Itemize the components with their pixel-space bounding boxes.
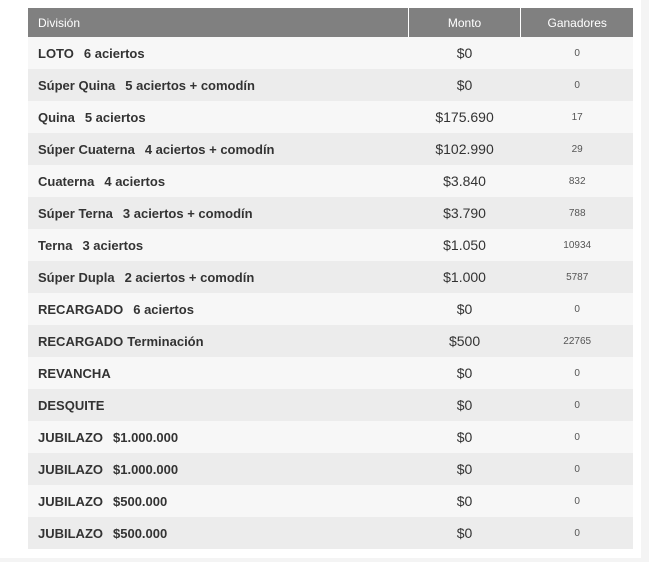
table-row bbox=[28, 197, 633, 229]
monto-cell: $102.990 bbox=[435, 141, 494, 157]
monto-cell: $0 bbox=[456, 525, 473, 541]
division-name: Súper Quina bbox=[38, 77, 116, 93]
monto-cell: $1.050 bbox=[443, 237, 486, 253]
division-cell bbox=[28, 357, 408, 389]
table-row bbox=[28, 453, 633, 485]
division-name: JUBILAZO bbox=[38, 429, 103, 445]
division-cell bbox=[28, 485, 408, 517]
division-detail: 5 aciertos + comodín bbox=[125, 77, 255, 93]
monto-cell: $3.790 bbox=[443, 205, 486, 221]
division-detail: 4 aciertos + comodín bbox=[144, 141, 275, 157]
ganadores-cell: 0 bbox=[574, 47, 580, 59]
division-name: Súper Cuaterna bbox=[38, 141, 135, 157]
division-name: JUBILAZO bbox=[38, 493, 103, 509]
division-name: DESQUITE bbox=[38, 397, 105, 413]
table-row bbox=[28, 69, 633, 101]
ganadores-cell: 0 bbox=[574, 79, 580, 91]
table-row bbox=[28, 261, 633, 293]
ganadores-cell: 10934 bbox=[563, 239, 592, 251]
division-detail: 4 aciertos bbox=[104, 173, 166, 189]
division-name: JUBILAZO bbox=[38, 461, 103, 477]
monto-cell: $0 bbox=[456, 397, 473, 413]
division-cell bbox=[28, 165, 408, 197]
ganadores-cell: 0 bbox=[574, 495, 580, 507]
table-row bbox=[28, 293, 633, 325]
division-cell bbox=[28, 389, 408, 421]
division-detail: $1.000.000 bbox=[113, 429, 179, 445]
ganadores-cell: 0 bbox=[574, 431, 580, 443]
table-row bbox=[28, 325, 633, 357]
ganadores-cell: 0 bbox=[574, 527, 580, 539]
monto-cell: $0 bbox=[456, 429, 473, 445]
table-row bbox=[28, 357, 633, 389]
table-row bbox=[28, 229, 633, 261]
monto-cell: $0 bbox=[456, 365, 473, 381]
ganadores-cell: 17 bbox=[571, 111, 583, 123]
table-row bbox=[28, 165, 633, 197]
division-cell bbox=[28, 69, 408, 101]
ganadores-cell: 22765 bbox=[563, 335, 592, 347]
division-name: Súper Dupla bbox=[38, 269, 115, 285]
division-detail: 5 aciertos bbox=[84, 109, 146, 125]
division-cell bbox=[28, 261, 408, 293]
division-detail: $1.000.000 bbox=[113, 461, 179, 477]
division-cell bbox=[28, 453, 408, 485]
ganadores-cell: 0 bbox=[574, 399, 580, 411]
table-row bbox=[28, 101, 633, 133]
division-cell bbox=[28, 37, 408, 69]
monto-cell: $1.000 bbox=[443, 269, 486, 285]
division-cell bbox=[28, 197, 408, 229]
division-name: Quina bbox=[38, 109, 75, 125]
division-cell bbox=[28, 229, 408, 261]
ganadores-cell: 0 bbox=[574, 367, 580, 379]
division-detail: 3 aciertos bbox=[82, 237, 144, 253]
division-detail: 3 aciertos + comodín bbox=[122, 205, 253, 221]
table-row bbox=[28, 133, 633, 165]
division-name: JUBILAZO bbox=[38, 525, 103, 541]
division-cell bbox=[28, 517, 408, 549]
division-detail: 6 aciertos bbox=[83, 45, 145, 61]
division-cell bbox=[28, 101, 408, 133]
table-header bbox=[28, 8, 633, 37]
division-name: Súper Terna bbox=[38, 205, 113, 221]
ganadores-cell: 788 bbox=[568, 207, 586, 219]
division-cell bbox=[28, 421, 408, 453]
division-cell bbox=[28, 293, 408, 325]
ganadores-cell: 0 bbox=[574, 463, 580, 475]
monto-cell: $0 bbox=[456, 45, 473, 61]
monto-cell: $0 bbox=[456, 301, 473, 317]
table-body bbox=[28, 37, 633, 549]
header-ganadores: Ganadores bbox=[520, 8, 633, 37]
header-monto: Monto bbox=[408, 8, 521, 37]
division-detail: $500.000 bbox=[113, 493, 168, 509]
division-detail: 2 aciertos + comodín bbox=[124, 269, 255, 285]
division-name: LOTO bbox=[38, 45, 74, 61]
division-detail: 6 aciertos bbox=[133, 301, 194, 317]
monto-cell: $0 bbox=[456, 493, 473, 509]
table-row bbox=[28, 37, 633, 69]
results-table bbox=[28, 8, 633, 549]
table-row bbox=[28, 517, 633, 549]
division-name: RECARGADO bbox=[38, 333, 124, 349]
monto-cell: $0 bbox=[456, 461, 473, 477]
division-name: REVANCHA bbox=[38, 365, 111, 381]
monto-cell: $0 bbox=[456, 77, 473, 93]
table-row bbox=[28, 389, 633, 421]
table-row bbox=[28, 485, 633, 517]
ganadores-cell: 832 bbox=[568, 175, 586, 187]
division-cell bbox=[28, 325, 408, 357]
header-division: División bbox=[38, 15, 81, 30]
division-name: Terna bbox=[38, 237, 73, 253]
division-cell bbox=[28, 133, 408, 165]
ganadores-cell: 29 bbox=[571, 143, 583, 155]
division-detail: $500.000 bbox=[113, 525, 168, 541]
ganadores-cell: 5787 bbox=[566, 271, 589, 283]
division-name: RECARGADO bbox=[38, 301, 124, 317]
ganadores-cell: 0 bbox=[574, 303, 580, 315]
monto-cell: $3.840 bbox=[443, 173, 486, 189]
division-name: Cuaterna bbox=[38, 173, 95, 189]
table-row bbox=[28, 421, 633, 453]
monto-cell: $175.690 bbox=[435, 109, 494, 125]
monto-cell: $500 bbox=[448, 333, 481, 349]
division-detail: Terminación bbox=[127, 333, 204, 349]
